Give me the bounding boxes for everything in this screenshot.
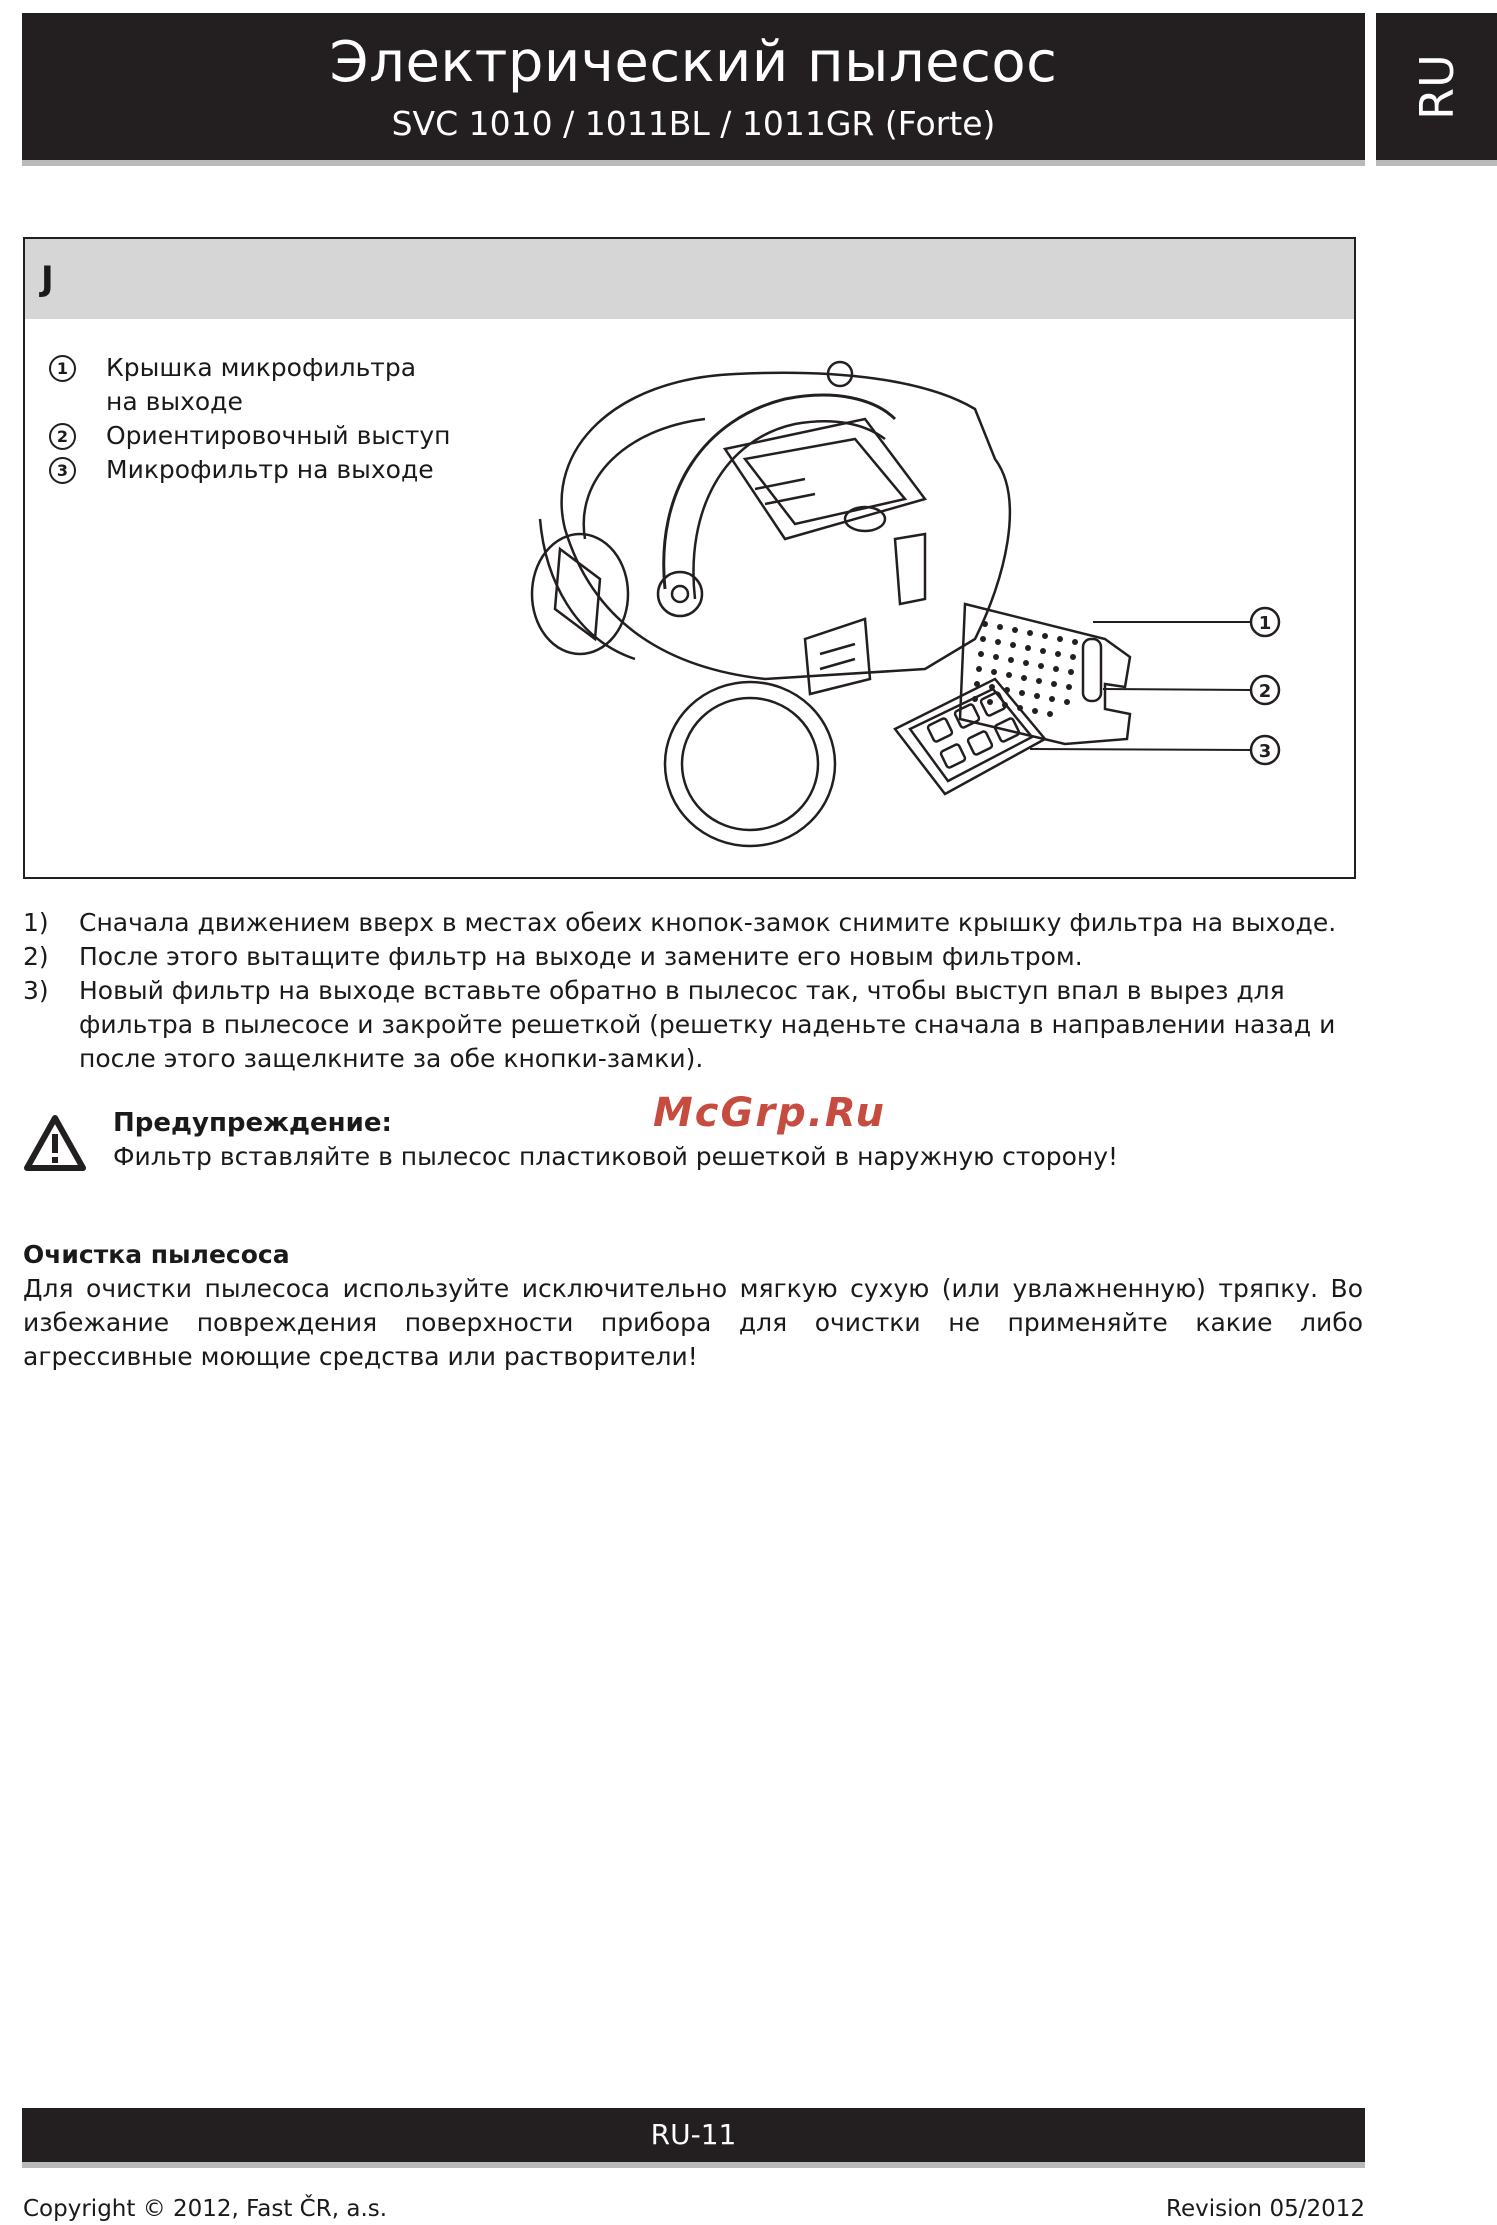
warning-text: Фильтр вставляйте в пылесос пластиковой решеткой в наружную сторону! [113,1142,1119,1171]
vacuum-filter-illustration [505,339,1335,859]
page-title: Электрический пылесос [329,30,1058,95]
legend-text: Микрофильтр на выходе [106,455,434,484]
legend-number: 2 [49,423,76,450]
legend-text: Ориентировочный выступ [106,421,451,450]
callout-number: 2 [1258,681,1272,702]
step-text: После этого вытащите фильтр на выходе и замените его новым фильтром. [79,942,1083,971]
page-number-bar [22,2108,1365,2162]
revision: Revision 05/2012 [1166,2196,1365,2222]
legend-text-cont: на выходе [106,387,243,416]
legend-item [49,351,451,419]
step-item [23,940,1363,974]
step-text: Сначала движением вверх в местах обеих кнопок-замок снимите крышку фильтра на выходе. [79,908,1337,937]
step-number: 1) [23,908,49,937]
language-label: RU [1409,53,1464,120]
legend-item [49,453,451,487]
figure-j [23,237,1356,879]
cleaning-title: Очистка пылесоса [23,1240,290,1269]
filter-perforation [972,621,1078,717]
step-number: 3) [23,976,49,1005]
copyright: Copyright © 2012, Fast ČR, a.s. [23,2196,388,2222]
warning-icon [23,1114,87,1172]
step-text: Новый фильтр на выходе вставьте обратно в пылесос так, чтобы выступ впал в вырез для фильтра в пылесосе и закройте решеткой (решетку наденьте сначала в направлении назад и после этого защелкните за обе кнопки-замки). [79,976,1336,1073]
callout-number: 3 [1258,741,1272,762]
callout-1 [1251,608,1279,636]
figure-legend [49,351,451,487]
step-number: 2) [23,942,49,971]
cleaning-text: Для очистки пылесоса используйте исключительно мягкую сухую (или увлажненную) тряпку. Во избежание повреждения поверхности прибора для очистки не применяйте какие либо агрессивные моющие средства или растворители! [23,1274,1363,1371]
cleaning-section [23,1238,1363,1374]
model-subtitle: SVC 1010 / 1011BL / 1011GR (Forte) [391,104,996,143]
step-item [23,906,1363,940]
page-header [22,13,1365,160]
warning-title: Предупреждение: [113,1108,392,1138]
instruction-steps [23,906,1363,1076]
step-item [23,974,1363,1076]
legend-item [49,419,451,453]
legend-number: 3 [49,457,76,484]
language-tab [1376,13,1497,160]
page-number: RU-11 [650,2118,737,2151]
legend-text: Крышка микрофильтра [106,353,417,382]
legend-number: 1 [49,355,76,382]
callout-number: 1 [1258,613,1272,634]
figure-label: J [25,239,1354,319]
callout-3 [1251,736,1279,764]
callout-2 [1251,676,1279,704]
watermark: McGrp.Ru [653,1090,886,1136]
